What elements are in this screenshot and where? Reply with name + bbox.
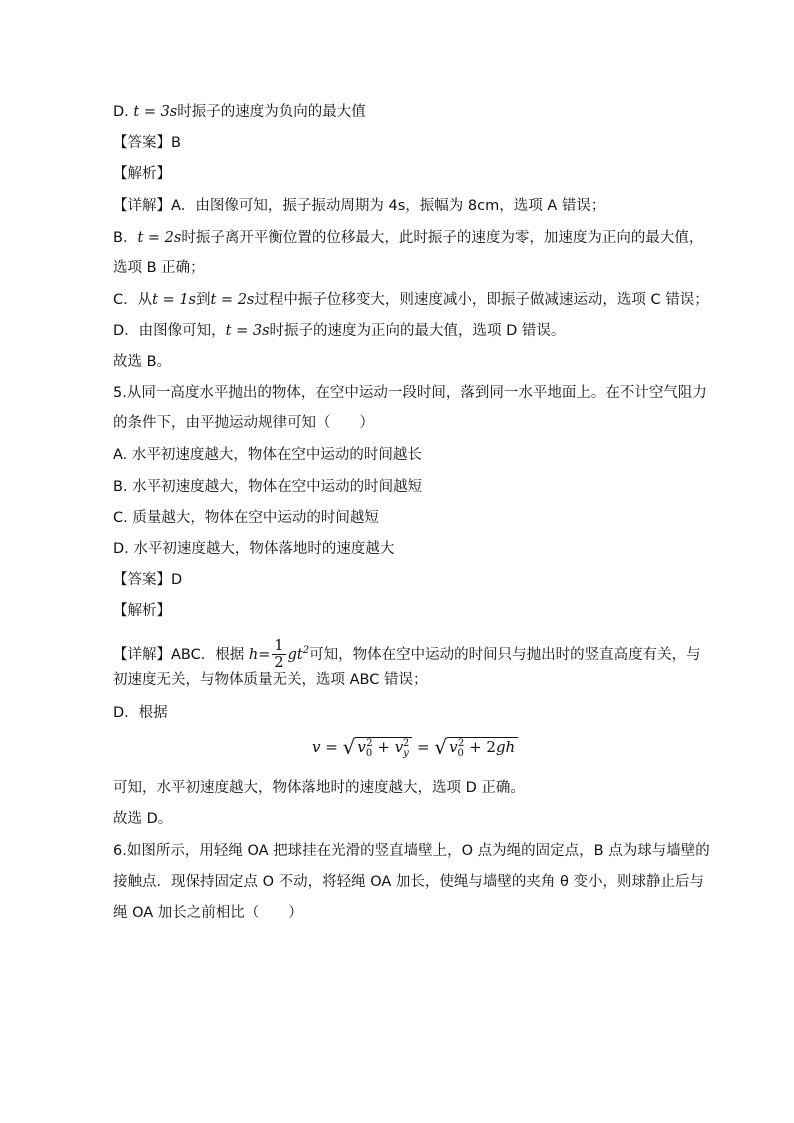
- math-inline: t = 2s: [137, 230, 182, 246]
- q5-stem-line1: 5.从同一高度水平抛出的物体，在空中运动一段时间，落到同一水平地面上。在不计空气阻力: [113, 385, 707, 401]
- q5-option-c: C. 质量越大，物体在空中运动的时间越短: [113, 510, 379, 526]
- velocity-formula: v = √ $v_0^2 + v_y^2$ = √ $v_0^2 + 2gh$: [312, 735, 518, 759]
- q5-detail-line1: 【详解】ABC．根据 h= $\frac{1}{2}$ $gt^2$可知，物体在空中运动的时间只与抛出时的竖直高度有关，与: [113, 638, 701, 672]
- q4-detail-d: D．由图像可知，t = 3s时振子的速度为正向的最大值，选项 D 错误。: [113, 323, 566, 339]
- q4-option-d: [113, 102, 366, 122]
- option-label: D.: [113, 104, 129, 120]
- q6-stem-line1: 6.如图所示，用轻绳 OA 把球挂在光滑的竖直墙壁上，O 点为绳的固定点，B 点为球与墙壁的: [113, 843, 710, 859]
- q5-option-b: B. 水平初速度越大，物体在空中运动的时间越短: [113, 479, 423, 495]
- q5-analysis-heading: 【解析】: [113, 603, 171, 619]
- fraction-one-half: $\frac{1}{2}$: [274, 638, 284, 672]
- q5-conclusion: 故选 D。: [113, 811, 173, 827]
- formula-height: h: [248, 646, 259, 663]
- q4-detail-a: 【详解】A．由图像可知，振子振动周期为 4s，振幅为 8cm，选项 A 错误；: [113, 198, 606, 214]
- math-inline: t = 1s: [152, 292, 196, 308]
- q5-option-d: D. 水平初速度越大，物体落地时的速度越大: [113, 541, 395, 557]
- q5-option-a: A. 水平初速度越大，物体在空中运动的时间越长: [113, 447, 422, 463]
- q6-stem-line2: 接触点．现保持固定点 O 不动，将轻绳 OA 加长，使绳与墙壁的夹角 θ 变小，则球静止后与: [113, 874, 705, 890]
- q4-answer: 【答案】B: [113, 135, 181, 151]
- q5-answer: 【答案】D: [113, 572, 183, 588]
- q4-detail-c: C．从t = 1s到t = 2s过程中振子位移变大，则速度减小，即振子做减速运动，选项 C 错误；: [113, 292, 709, 308]
- q5-stem-line2: 的条件下，由平抛运动规律可知（ ）: [113, 415, 374, 431]
- q5-after-formula: 可知，水平初速度越大，物体落地时的速度越大，选项 D 正确。: [113, 780, 525, 796]
- math-inline: t = 3s: [133, 104, 178, 120]
- q4-detail-b: B．t = 2s时振子离开平衡位置的位移最大，此时振子的速度为零，加速度为正向的最大值，: [113, 230, 704, 246]
- q4-conclusion: 故选 B。: [113, 354, 172, 370]
- q6-stem-line3: 绳 OA 加长之前相比（ ）: [113, 905, 303, 921]
- option-text: 时振子的速度为负向的最大值: [177, 104, 366, 120]
- q5-detail-line2: 初速度无关，与物体质量无关，选项 ABC 错误；: [113, 672, 428, 688]
- q4-detail-b-cont: 选项 B 正确；: [113, 260, 205, 276]
- math-inline: t = 2s: [210, 292, 255, 308]
- math-inline: t = 3s: [225, 323, 270, 339]
- q4-analysis-heading: 【解析】: [113, 166, 171, 182]
- q5-detail-line3: D．根据: [113, 705, 168, 721]
